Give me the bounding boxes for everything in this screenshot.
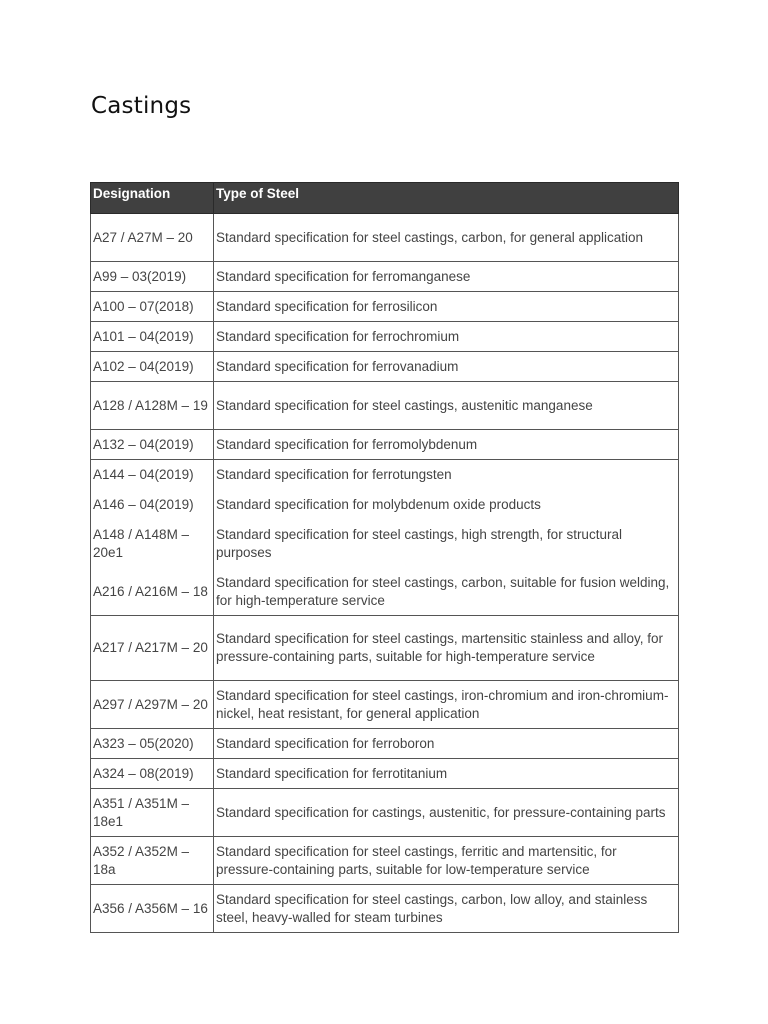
designation-cell: A324 – 08(2019)	[91, 759, 214, 789]
type-cell: Standard specification for ferromolybdenum	[214, 430, 679, 460]
table-row	[91, 382, 679, 430]
header-designation: Designation	[91, 183, 214, 214]
table-row	[91, 759, 679, 789]
type-cell: Standard specification for ferrotungsten	[214, 460, 679, 490]
type-cell: Standard specification for steel castings, carbon, low alloy, and stainless steel, heavy-walled for steam turbines	[214, 885, 679, 933]
designation-cell: A102 – 04(2019)	[91, 352, 214, 382]
designation-cell: A356 / A356M – 16	[91, 885, 214, 933]
type-cell: Standard specification for steel castings, carbon, suitable for fusion welding, for high-temperature service	[214, 568, 679, 616]
table-row	[91, 789, 679, 837]
type-cell: Standard specification for molybdenum oxide products	[214, 490, 679, 520]
type-cell: Standard specification for ferroboron	[214, 729, 679, 759]
type-cell: Standard specification for ferrotitanium	[214, 759, 679, 789]
table-row	[91, 322, 679, 352]
type-cell: Standard specification for ferrovanadium	[214, 352, 679, 382]
type-cell: Standard specification for ferrosilicon	[214, 292, 679, 322]
designation-cell: A351 / A351M – 18e1	[91, 789, 214, 837]
designation-cell: A217 / A217M – 20	[91, 616, 214, 681]
type-cell: Standard specification for steel castings, iron-chromium and iron-chromium-nickel, heat resistant, for general application	[214, 681, 679, 729]
table-row	[91, 837, 679, 885]
designation-cell: A99 – 03(2019)	[91, 262, 214, 292]
designation-cell: A128 / A128M – 19	[91, 382, 214, 430]
page-title: Castings	[91, 93, 192, 119]
type-cell: Standard specification for steel castings, ferritic and martensitic, for pressure-containing parts, suitable for low-temperature service	[214, 837, 679, 885]
designation-cell: A101 – 04(2019)	[91, 322, 214, 352]
type-cell: Standard specification for steel castings, austenitic manganese	[214, 382, 679, 430]
designation-cell: A146 – 04(2019)	[91, 490, 214, 520]
type-cell: Standard specification for steel castings, carbon, for general application	[214, 214, 679, 262]
designation-cell: A352 / A352M – 18a	[91, 837, 214, 885]
table-row	[91, 430, 679, 460]
table-row	[91, 490, 679, 520]
designation-cell: A27 / A27M – 20	[91, 214, 214, 262]
type-cell: Standard specification for steel castings, martensitic stainless and alloy, for pressure-containing parts, suitable for high-temperature service	[214, 616, 679, 681]
table-row	[91, 262, 679, 292]
table-row	[91, 214, 679, 262]
table-row	[91, 681, 679, 729]
table-header-row	[91, 183, 679, 214]
table-row	[91, 520, 679, 568]
designation-cell: A323 – 05(2020)	[91, 729, 214, 759]
table-row	[91, 729, 679, 759]
table-row	[91, 460, 679, 490]
designation-cell: A148 / A148M – 20e1	[91, 520, 214, 568]
table-row	[91, 352, 679, 382]
designation-cell: A144 – 04(2019)	[91, 460, 214, 490]
table-row	[91, 568, 679, 616]
table-row	[91, 292, 679, 322]
designation-cell: A216 / A216M – 18	[91, 568, 214, 616]
type-cell: Standard specification for steel castings, high strength, for structural purposes	[214, 520, 679, 568]
type-cell: Standard specification for ferrochromium	[214, 322, 679, 352]
type-cell: Standard specification for castings, austenitic, for pressure-containing parts	[214, 789, 679, 837]
designation-cell: A100 – 07(2018)	[91, 292, 214, 322]
header-type-of-steel: Type of Steel	[214, 183, 679, 214]
table-row	[91, 885, 679, 933]
steel-castings-table	[90, 182, 679, 933]
designation-cell: A132 – 04(2019)	[91, 430, 214, 460]
designation-cell: A297 / A297M – 20	[91, 681, 214, 729]
type-cell: Standard specification for ferromanganese	[214, 262, 679, 292]
table-row	[91, 616, 679, 681]
